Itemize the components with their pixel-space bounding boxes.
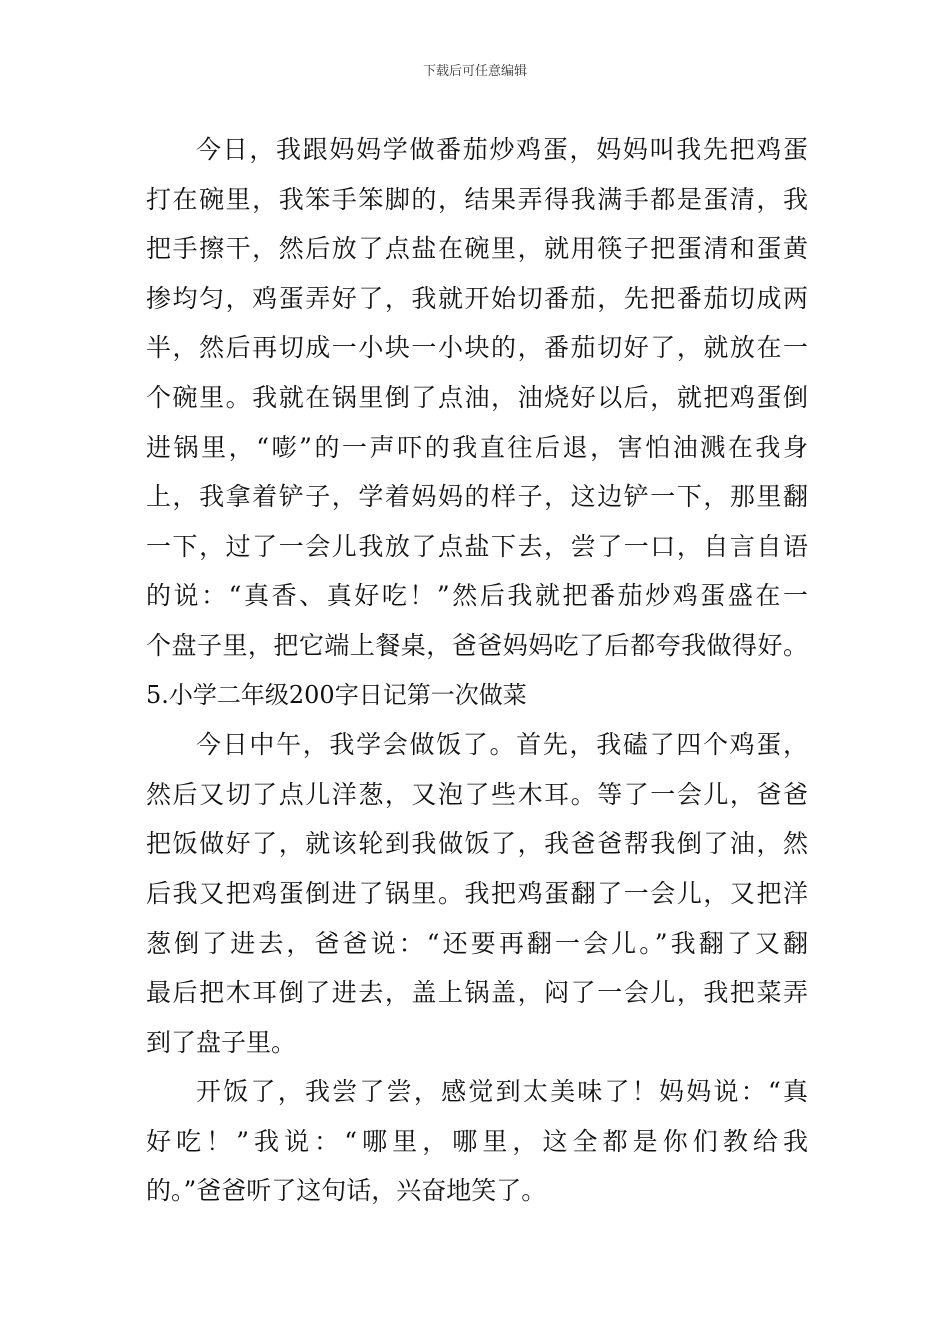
paragraph-line: 最后把木耳倒了进去，盖上锅盖，闷了一会儿，我把菜弄 <box>146 978 808 1008</box>
section-heading: 5.小学二年级200字日记第一次做菜 <box>146 680 527 709</box>
paragraph-line: 的说：“真香、真好吃！”然后我就把番茄炒鸡蛋盛在一 <box>146 581 808 611</box>
paragraph-line: 然后又切了点儿洋葱，又泡了些木耳。等了一会儿，爸爸 <box>146 779 808 809</box>
paragraph-line: 的。”爸爸听了这句话，兴奋地笑了。 <box>146 1176 547 1206</box>
paragraph-line: 个盘子里，把它端上餐桌，爸爸妈妈吃了后都夸我做得好。 <box>146 630 808 660</box>
document-body <box>146 125 808 1216</box>
paragraph-line: 开饭了，我尝了尝，感觉到太美味了！妈妈说：“真 <box>196 1077 808 1107</box>
paragraph-line: 个碗里。我就在锅里倒了点油，油烧好以后，就把鸡蛋倒 <box>146 382 808 412</box>
paragraph-line: 一下，过了一会儿我放了点盐下去，尝了一口，自言自语 <box>146 531 808 561</box>
paragraph-line: 打在碗里，我笨手笨脚的，结果弄得我满手都是蛋清，我 <box>146 184 808 214</box>
paragraph-line: 今日中午，我学会做饭了。首先，我磕了四个鸡蛋， <box>196 730 808 760</box>
page-header: 下载后可任意编辑 <box>422 64 527 79</box>
paragraph-line: 好吃！”我说：“哪里，哪里，这全都是你们教给我 <box>146 1126 808 1156</box>
paragraph-line: 掺均匀，鸡蛋弄好了，我就开始切番茄，先把番茄切成两 <box>146 283 808 313</box>
paragraph-line: 上，我拿着铲子，学着妈妈的样子，这边铲一下，那里翻 <box>146 482 808 512</box>
paragraph-line: 把饭做好了，就该轮到我做饭了，我爸爸帮我倒了油，然 <box>146 829 808 859</box>
paragraph-line: 今日，我跟妈妈学做番茄炒鸡蛋，妈妈叫我先把鸡蛋 <box>196 135 808 164</box>
paragraph-line: 把手擦干，然后放了点盐在碗里，就用筷子把蛋清和蛋黄 <box>146 234 808 264</box>
paragraph-line: 到了盘子里。 <box>146 1027 297 1057</box>
paragraph-line: 半，然后再切成一小块一小块的，番茄切好了，就放在一 <box>146 333 808 363</box>
paragraph-line: 葱倒了进去，爸爸说：“还要再翻一会儿。”我翻了又翻 <box>146 928 808 958</box>
paragraph-line: 进锅里，“嘭”的一声吓的我直往后退，害怕油溅在我身 <box>146 432 808 462</box>
paragraph-line: 后我又把鸡蛋倒进了锅里。我把鸡蛋翻了一会儿，又把洋 <box>146 878 808 908</box>
